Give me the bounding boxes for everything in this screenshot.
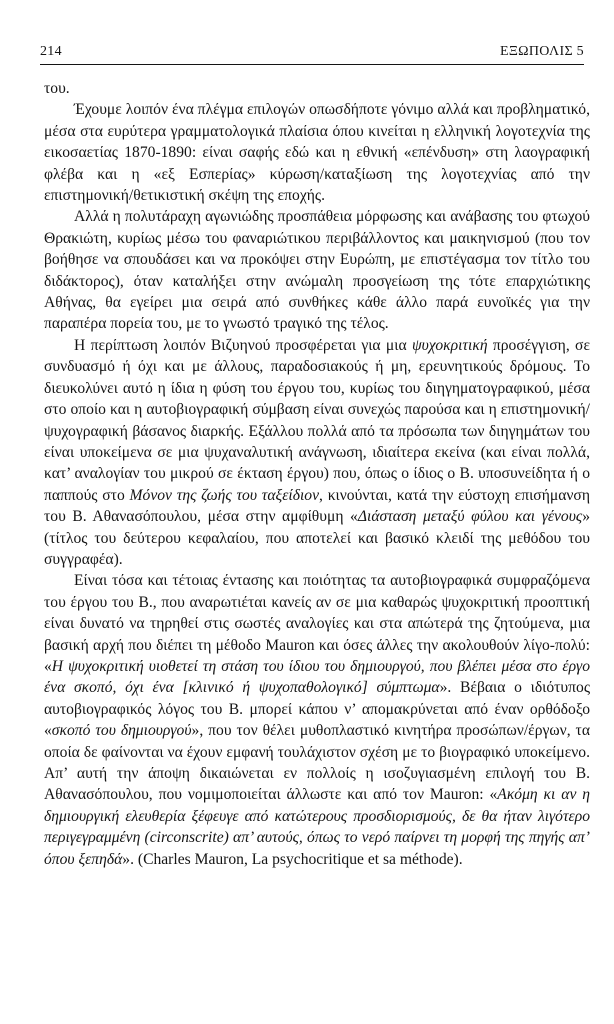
text-run: ». (Charles Mauron, La psychocritique et sa méthode). [122,850,463,868]
page-number: 214 [40,44,62,59]
text-run: » (τίτλος του δεύτερου κεφαλαίου, που αποτελεί και βασικό κλειδί της μεθόδου του συγγραφέα). [44,508,590,568]
paragraph-continuation: του. [44,80,70,97]
body-text [44,78,590,870]
text-run: ». Βέβαια ο ιδιότυπος αυτοβιογραφικός λόγος του Β. μπορεί κάπου ν’ απομακρύνεται από έναν ορθόδοξο « [44,679,591,740]
italic-chapter-title: Διάσταση μεταξύ φύλου και γένους [357,508,583,526]
paragraph-1: Έχουμε λοιπόν ένα πλέγμα επιλογών οπωσδήποτε γόνιμο αλλά και προβληματικό, μέσα στα ευρύτερα γραμματολογικά πλαίσια όπου κινείται η ελληνική λογοτεχνία της εικοσαετίας 1870-1890: είναι σαφής εδώ και η εθνική «επένδυση» στη λαογραφική φλέβα και η «εξ Εσπερίας» κύρωση/καταξίωση της λογοτεχνίας από την επιστημονική/θετικιστική σκέψη της εποχής. [44,101,590,205]
paragraph-2: Αλλά η πολυτάραχη αγωνιώδης προσπάθεια μόρφωσης και ανάβασης του φτωχού Θρακιώτη, κυρίως μέσω του φαναριώτικου περιβάλλοντος και μαικηνισμού (που τον βοήθησε να σπουδάσει και να προκόψει στην Ευρώπη, με επιστέγασμα τον τίτλο του διδάκτορος), όταν καταλήξει στην ανώμαλη προσγείωση της τότε επαρχιώτικης Αθήνας, θα εγείρει μια σειρά από συνθήκες κάθε άλλο παρά ευνοϊκές για την παραπέρα πορεία του, με το γνωστό τραγικό της τέλος. [44,208,590,333]
text-run: », που τον θέλει μυθοπλαστικό κινητήρα προσώπων/έργων, τα οποία δε φαίνονται να έχουν εμφανή τουλάχιστον σχέση με το βιογραφικό υποκείμενο. Απ’ αυτή την άποψη δικαιώνεται εν πολλοίς η ισοζυγιασμένη επιλογή του Β. Αθανασόπουλου, που νομιμοποιείται άλλωστε και από τον Mauron: « [44,722,590,804]
italic-term: ψυχοκριτική [411,336,488,354]
paragraph-4 [44,570,590,870]
italic-quote: Η ψυχοκριτική υιοθετεί τη στάση του ίδιου του δημιουργού, που βλέπει μέσα στο έργο ένα σκοπό, όχι ένα [κλινικό ή ψυχοπαθολογικό] σύμπτωμα [44,657,590,697]
running-title: ΕΞΩΠΟΛΙΣ 5 [500,44,584,59]
text-run: προσέγγιση, σε συνδυασμό ή όχι και με άλλους, παραδοσιακούς ή μη, ερευνητικούς δρόμους. Το διευκολύνει αυτό η ίδια η φύση του έργου του, κυρίως του διηγηματογραφικού, μέσα στο οποίο και η αυτοβιογραφική σύμβαση είναι συνεχώς παρούσα και η επιστημονική/ψυχογραφική βάσανος διαρκής. Εξάλλου πολλά από τα πρόσωπα των διηγημάτων του είναι υποκείμενα σε μια ψυχαναλυτική ανάγνωση, ιδιαίτερα εκείνα (και είναι πολλά, κατ’ αναλογίαν του μικρού σε έκταση έργου) που, όπως ο ίδιος ο Β. υποσυνείδητα ή ο παππούς στο [44,336,590,504]
paragraph-3 [44,335,590,570]
italic-work-title: Μόνον της ζωής του ταξείδιον [129,486,320,504]
text-run: Είναι τόσα και τέτοιας έντασης και ποιότητας τα αυτοβιογραφικά συμφραζόμενα του έργου του Β., που αναρωτιέται κανείς αν σε μια καθαρώς ψυχοκριτική προοπτική είναι δυνατό να τηρηθεί στις σωστές αναλογίες και στα απώτερά της ζητούμενα, μια βασική αρχή που διέπει τη μέθοδο Mauron και όσες άλλες την ακολουθούν λίγο-πολύ: « [44,572,590,675]
italic-phrase: σκοπό του δημιουργού [51,722,192,740]
page-header [40,44,584,60]
italic-quote: Ακόμη κι αν η δημιουργική ελευθερία ξέφευγε από κατώτερους προσδιορισμούς, δε θα ήταν λιγότερο περιγεγραμμένη (circonscrite) απ’ αυτούς, όπως το νερό παίρνει τη μορφή της πηγής απ’ όπου ξεπηδά [44,786,590,868]
header-rule [40,64,584,65]
text-run: Η περίπτωση λοιπόν Βιζυηνού προσφέρεται για μια [74,336,412,354]
text-run: , κινούνται, κατά την εύστοχη επισήμανση του Β. Αθανασόπουλου, μέσα στην αμφίθυμη « [44,486,590,526]
